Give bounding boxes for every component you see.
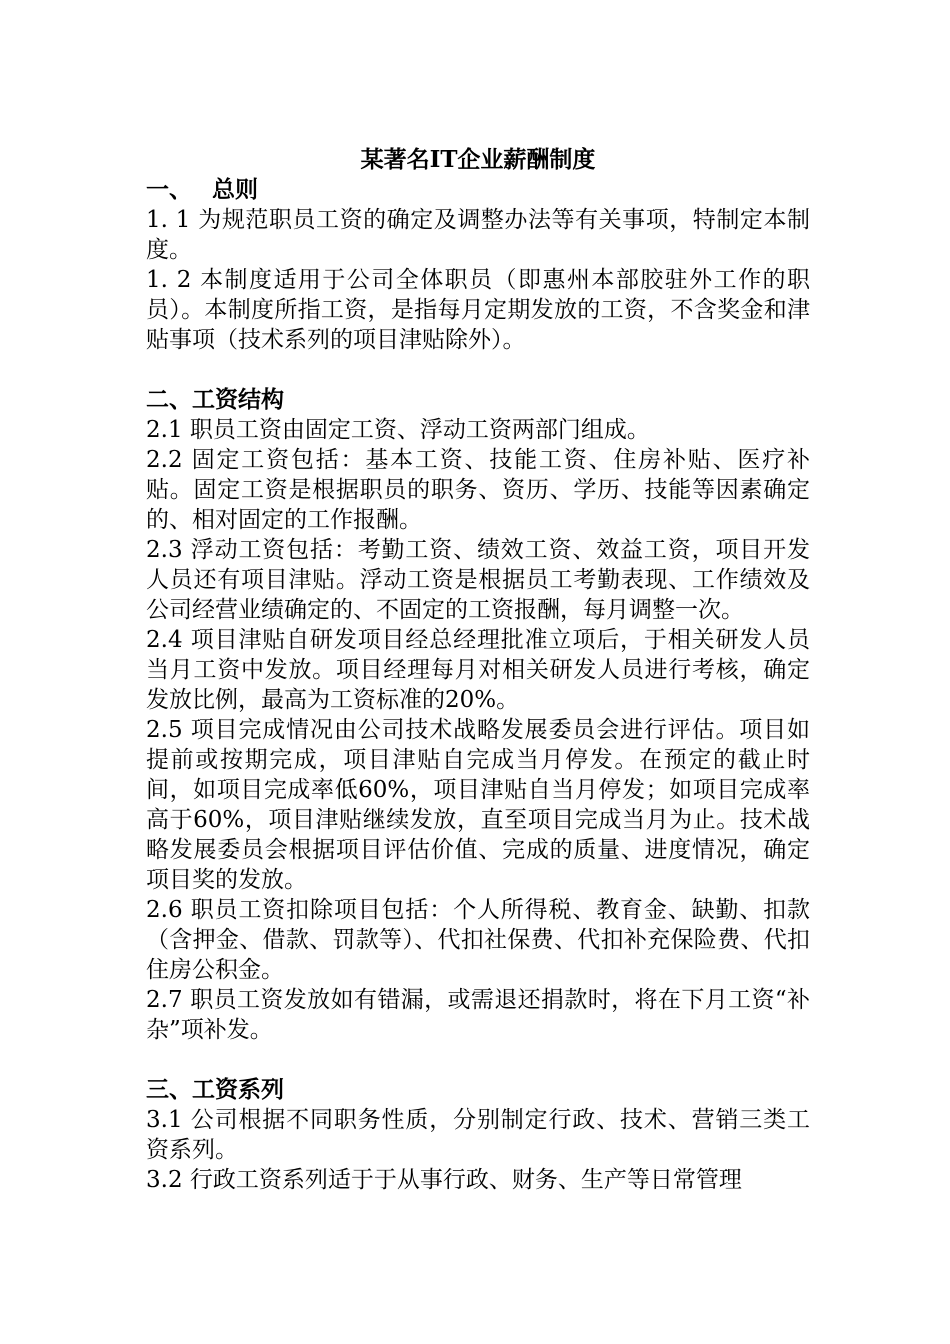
paragraph: 2.2 固定工资包括：基本工资、技能工资、住房补贴、医疗补贴。固定工资是根据职员的职务、资历、学历、技能等因素确定的、相对固定的工作报酬。 <box>146 447 810 533</box>
document-page <box>146 145 810 1195</box>
section-heading-text: 总则 <box>212 176 258 203</box>
section-heading: 三、工资系列 <box>146 1076 284 1103</box>
paragraph: 2.1 职员工资由固定工资、浮动工资两部门组成。 <box>146 417 650 443</box>
paragraph: 3.1 公司根据不同职务性质，分别制定行政、技术、营销三类工资系列。 <box>146 1107 810 1163</box>
blank-line <box>146 1045 810 1075</box>
section-salary-series <box>146 1075 810 1195</box>
paragraph: 2.6 职员工资扣除项目包括：个人所得税、教育金、缺勤、扣款（含押金、借款、罚款等）、代扣社保费、代扣补充保险费、代扣住房公积金。 <box>146 897 810 983</box>
section-heading-number: 一、 <box>146 176 192 203</box>
paragraph: 2.3 浮动工资包括：考勤工资、绩效工资、效益工资，项目开发人员还有项目津贴。浮动工资是根据员工考勤表现、工作绩效及公司经营业绩确定的、不固定的工资报酬，每月调整一次。 <box>146 537 810 623</box>
document-title: 某著名IT企业薪酬制度 <box>360 146 596 173</box>
section-heading <box>146 175 810 205</box>
paragraph: 2.5 项目完成情况由公司技术战略发展委员会进行评估。项目如提前或按期完成，项目津贴自完成当月停发。在预定的截止时间，如项目完成率低60%，项目津贴自当月停发；如项目完成率高于60%，项目津贴继续发放，直至项目完成当月为止。技术战略发展委员会根据项目评估价值、完成的质量、进度情况，确定项目奖的发放。 <box>146 717 810 893</box>
section-salary-structure <box>146 385 810 1045</box>
paragraph: 2.7 职员工资发放如有错漏，或需退还捐款时，将在下月工资“补杂”项补发。 <box>146 987 810 1043</box>
paragraph: 2.4 项目津贴自研发项目经总经理批准立项后，于相关研发人员当月工资中发放。项目经理每月对相关研发人员进行考核，确定发放比例，最高为工资标准的20%。 <box>146 627 810 713</box>
paragraph: 3.2 行政工资系列适于于从事行政、财务、生产等日常管理 <box>146 1167 742 1193</box>
paragraph: 1. 1 为规范职员工资的确定及调整办法等有关事项，特制定本制度。 <box>146 207 810 263</box>
section-general <box>146 175 810 355</box>
section-heading: 二、工资结构 <box>146 386 284 413</box>
paragraph: 1. 2 本制度适用于公司全体职员（即惠州本部胶驻外工作的职员）。本制度所指工资，是指每月定期发放的工资，不含奖金和津贴事项（技术系列的项目津贴除外）。 <box>146 267 810 353</box>
blank-line <box>146 355 810 385</box>
